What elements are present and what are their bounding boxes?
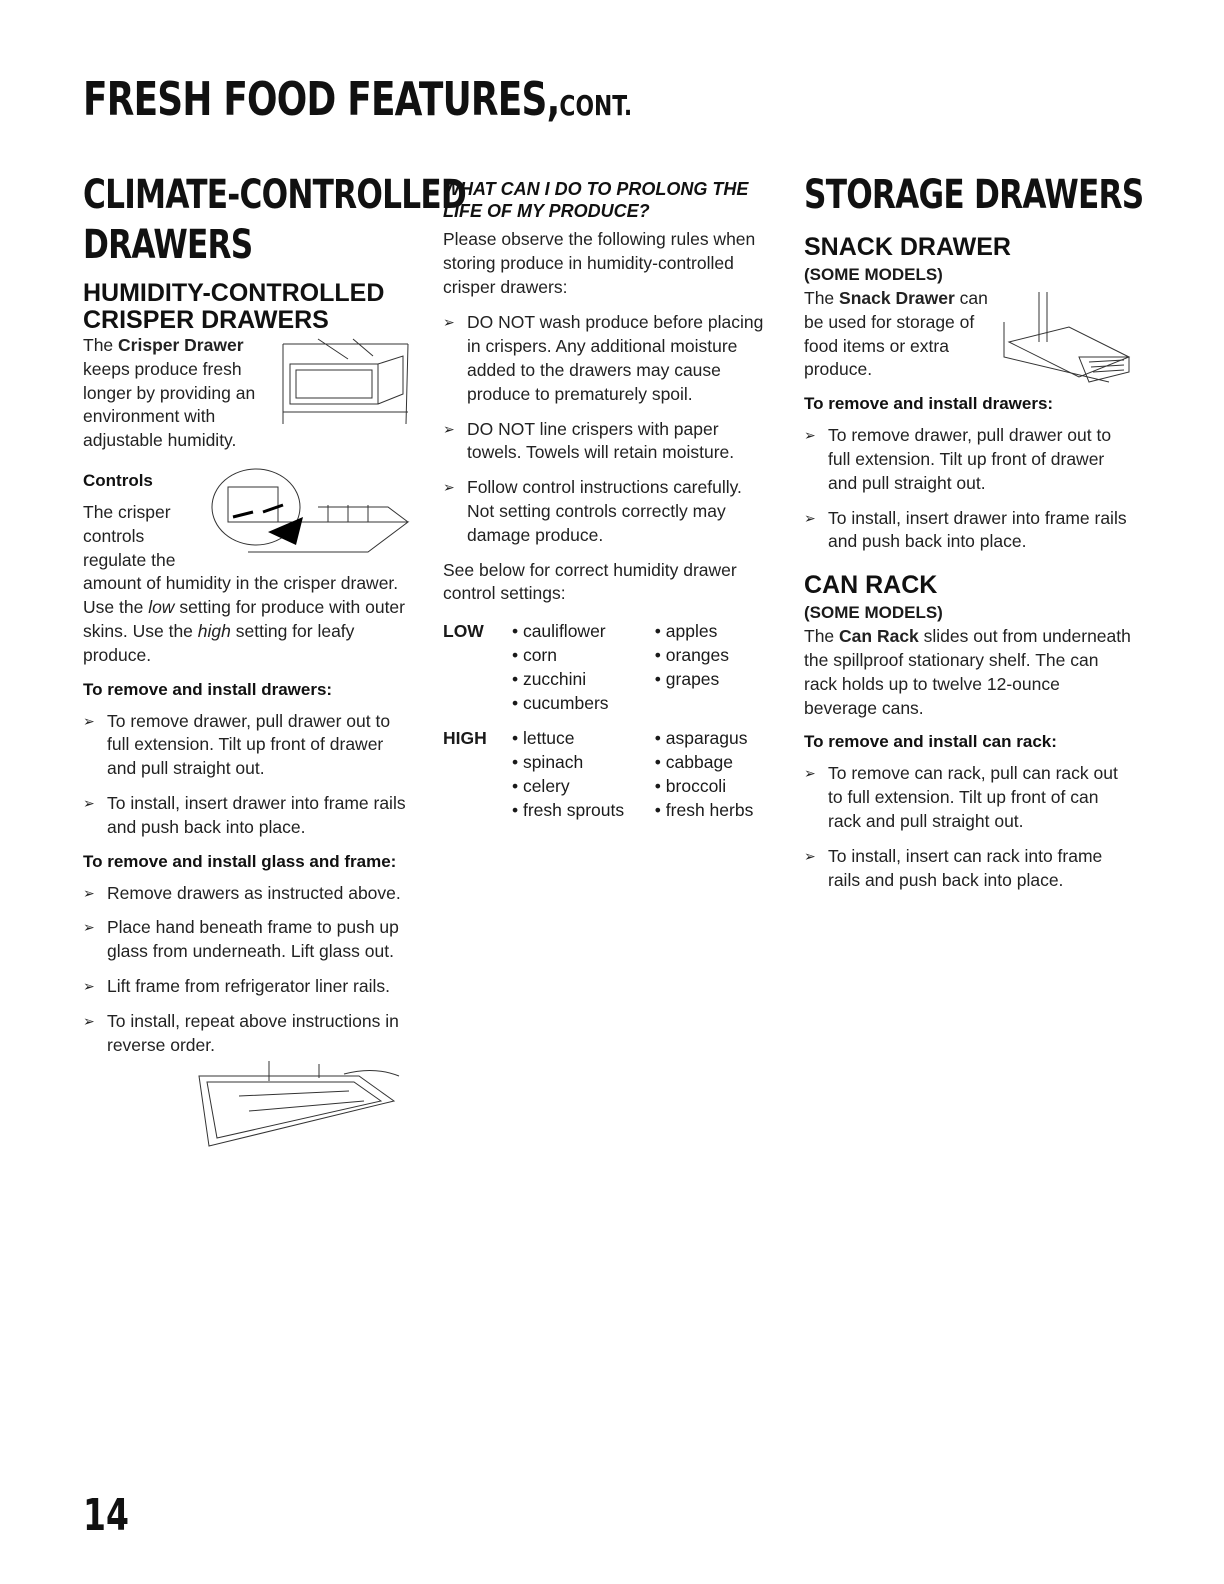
- arrow-icon: ➢: [83, 977, 95, 994]
- glass-frame-illustration: [179, 1056, 409, 1151]
- can-models-note: (SOME MODELS): [804, 603, 943, 623]
- list-item: ➢ Remove drawers as instructed above.: [83, 882, 413, 906]
- list-item: ➢ To install, insert drawer into frame rails and push back into place.: [83, 792, 406, 837]
- can-intro: The Can Rack slides out from underneath the spillproof stationary shelf. The can rack holds up to twelve 12-ounce beverage cans.: [804, 626, 1131, 718]
- arrow-icon: ➢: [443, 420, 455, 437]
- storage-drawers-title: STORAGE DRAWERS: [804, 172, 1144, 218]
- crisper-intro: The Crisper Drawer keeps produce fresh longer by providing an environment with adjustable humidity.: [83, 335, 256, 451]
- arrow-icon: ➢: [804, 847, 816, 864]
- can-remove-label: To remove and install can rack:: [804, 732, 1057, 752]
- low-col2: • apples • oranges • grapes: [655, 620, 773, 715]
- list-item: ➢ Lift frame from refrigerator liner rails.: [83, 975, 413, 999]
- list-item: ➢ To remove drawer, pull drawer out to full extension. Tilt up front of drawer and pull straight out.: [804, 425, 1112, 493]
- produce-rules: [443, 311, 773, 547]
- snack-remove-steps: [804, 424, 1134, 554]
- page-title-cont: CONT.: [559, 89, 633, 122]
- produce-intro: Please observe the following rules when storing produce in humidity-controlled crisper drawers:: [443, 229, 756, 297]
- high-label: HIGH: [443, 728, 487, 749]
- remove-glass-label: To remove and install glass and frame:: [83, 851, 397, 871]
- high-col2: • asparagus • cabbage • broccoli • fresh herbs: [655, 727, 773, 822]
- low-col1: • cauliflower • corn • zucchini • cucumbers: [512, 620, 655, 715]
- list-item: ➢ To remove drawer, pull drawer out to full extension. Tilt up front of drawer and pull straight out.: [83, 710, 391, 779]
- list-item: ➢ To remove can rack, pull can rack out to full extension. Tilt up front of can rack and pull straight out.: [804, 763, 1118, 831]
- controls-text: The crisper controls regulate the amount of humidity in the crisper drawer. Use the low setting for produce with outer skins. Use the high setting for leafy produce.: [83, 501, 405, 665]
- crisper-drawer-illustration: [278, 334, 413, 434]
- low-setting-row: [443, 620, 773, 715]
- list-item: ➢ Follow control instructions carefully. Not setting controls correctly may damage produce.: [443, 477, 742, 545]
- remove-glass-steps: [83, 882, 413, 1058]
- arrow-icon: ➢: [443, 479, 455, 496]
- high-setting-row: [443, 727, 773, 822]
- humidity-settings-table: [443, 620, 773, 822]
- humidity-crisper-title: HUMIDITY-CONTROLLED CRISPER DRAWERS: [83, 279, 385, 334]
- list-item: ➢ Place hand beneath frame to push up glass from underneath. Lift glass out.: [83, 917, 399, 962]
- settings-intro: See below for correct humidity drawer control settings:: [443, 559, 737, 604]
- remove-drawers-steps: [83, 710, 413, 840]
- list-item: ➢ To install, insert can rack into frame rails and push back into place.: [804, 845, 1103, 890]
- arrow-icon: ➢: [804, 427, 816, 444]
- snack-remove-label: To remove and install drawers:: [804, 394, 1054, 414]
- list-item: ➢ DO NOT wash produce before placing in crispers. Any additional moisture added to the drawers may cause produce to prematurely spoil.: [443, 312, 764, 404]
- crisper-controls-illustration: [208, 467, 413, 567]
- page-number: 14: [83, 1490, 129, 1541]
- arrow-icon: ➢: [804, 765, 816, 782]
- climate-controlled-title: CLIMATE-CONTROLLED DRAWERS: [83, 172, 467, 268]
- snack-intro: The Snack Drawer can be used for storage of food items or extra produce.: [804, 288, 988, 380]
- produce-question-title: WHAT CAN I DO TO PROLONG THE LIFE OF MY PRODUCE?: [443, 179, 749, 221]
- arrow-icon: ➢: [443, 314, 455, 331]
- arrow-icon: ➢: [83, 1012, 95, 1029]
- low-label: LOW: [443, 621, 484, 642]
- snack-models-note: (SOME MODELS): [804, 265, 943, 284]
- can-remove-steps: [804, 762, 1134, 892]
- high-col1: • lettuce • spinach • celery • fresh sprouts: [512, 727, 655, 822]
- arrow-icon: ➢: [804, 509, 816, 526]
- snack-drawer-title: SNACK DRAWER: [804, 233, 1011, 261]
- remove-drawers-label: To remove and install drawers:: [83, 679, 333, 699]
- controls-label: Controls: [83, 470, 153, 490]
- page-title: FRESH FOOD FEATURES,CONT.: [83, 72, 633, 126]
- arrow-icon: ➢: [83, 794, 95, 811]
- arrow-icon: ➢: [83, 712, 95, 729]
- list-item: ➢ DO NOT line crispers with paper towels. Towels will retain moisture.: [443, 418, 735, 463]
- left-column: [83, 170, 467, 1156]
- middle-column: [443, 170, 773, 835]
- can-rack-title: CAN RACK: [804, 571, 938, 600]
- arrow-icon: ➢: [83, 919, 95, 936]
- snack-drawer-illustration: [999, 287, 1134, 387]
- right-column: [804, 170, 1144, 903]
- arrow-icon: ➢: [83, 884, 95, 901]
- list-item: ➢ To install, repeat above instructions in reverse order.: [83, 1010, 399, 1055]
- list-item: ➢ To install, insert drawer into frame rails and push back into place.: [804, 507, 1127, 552]
